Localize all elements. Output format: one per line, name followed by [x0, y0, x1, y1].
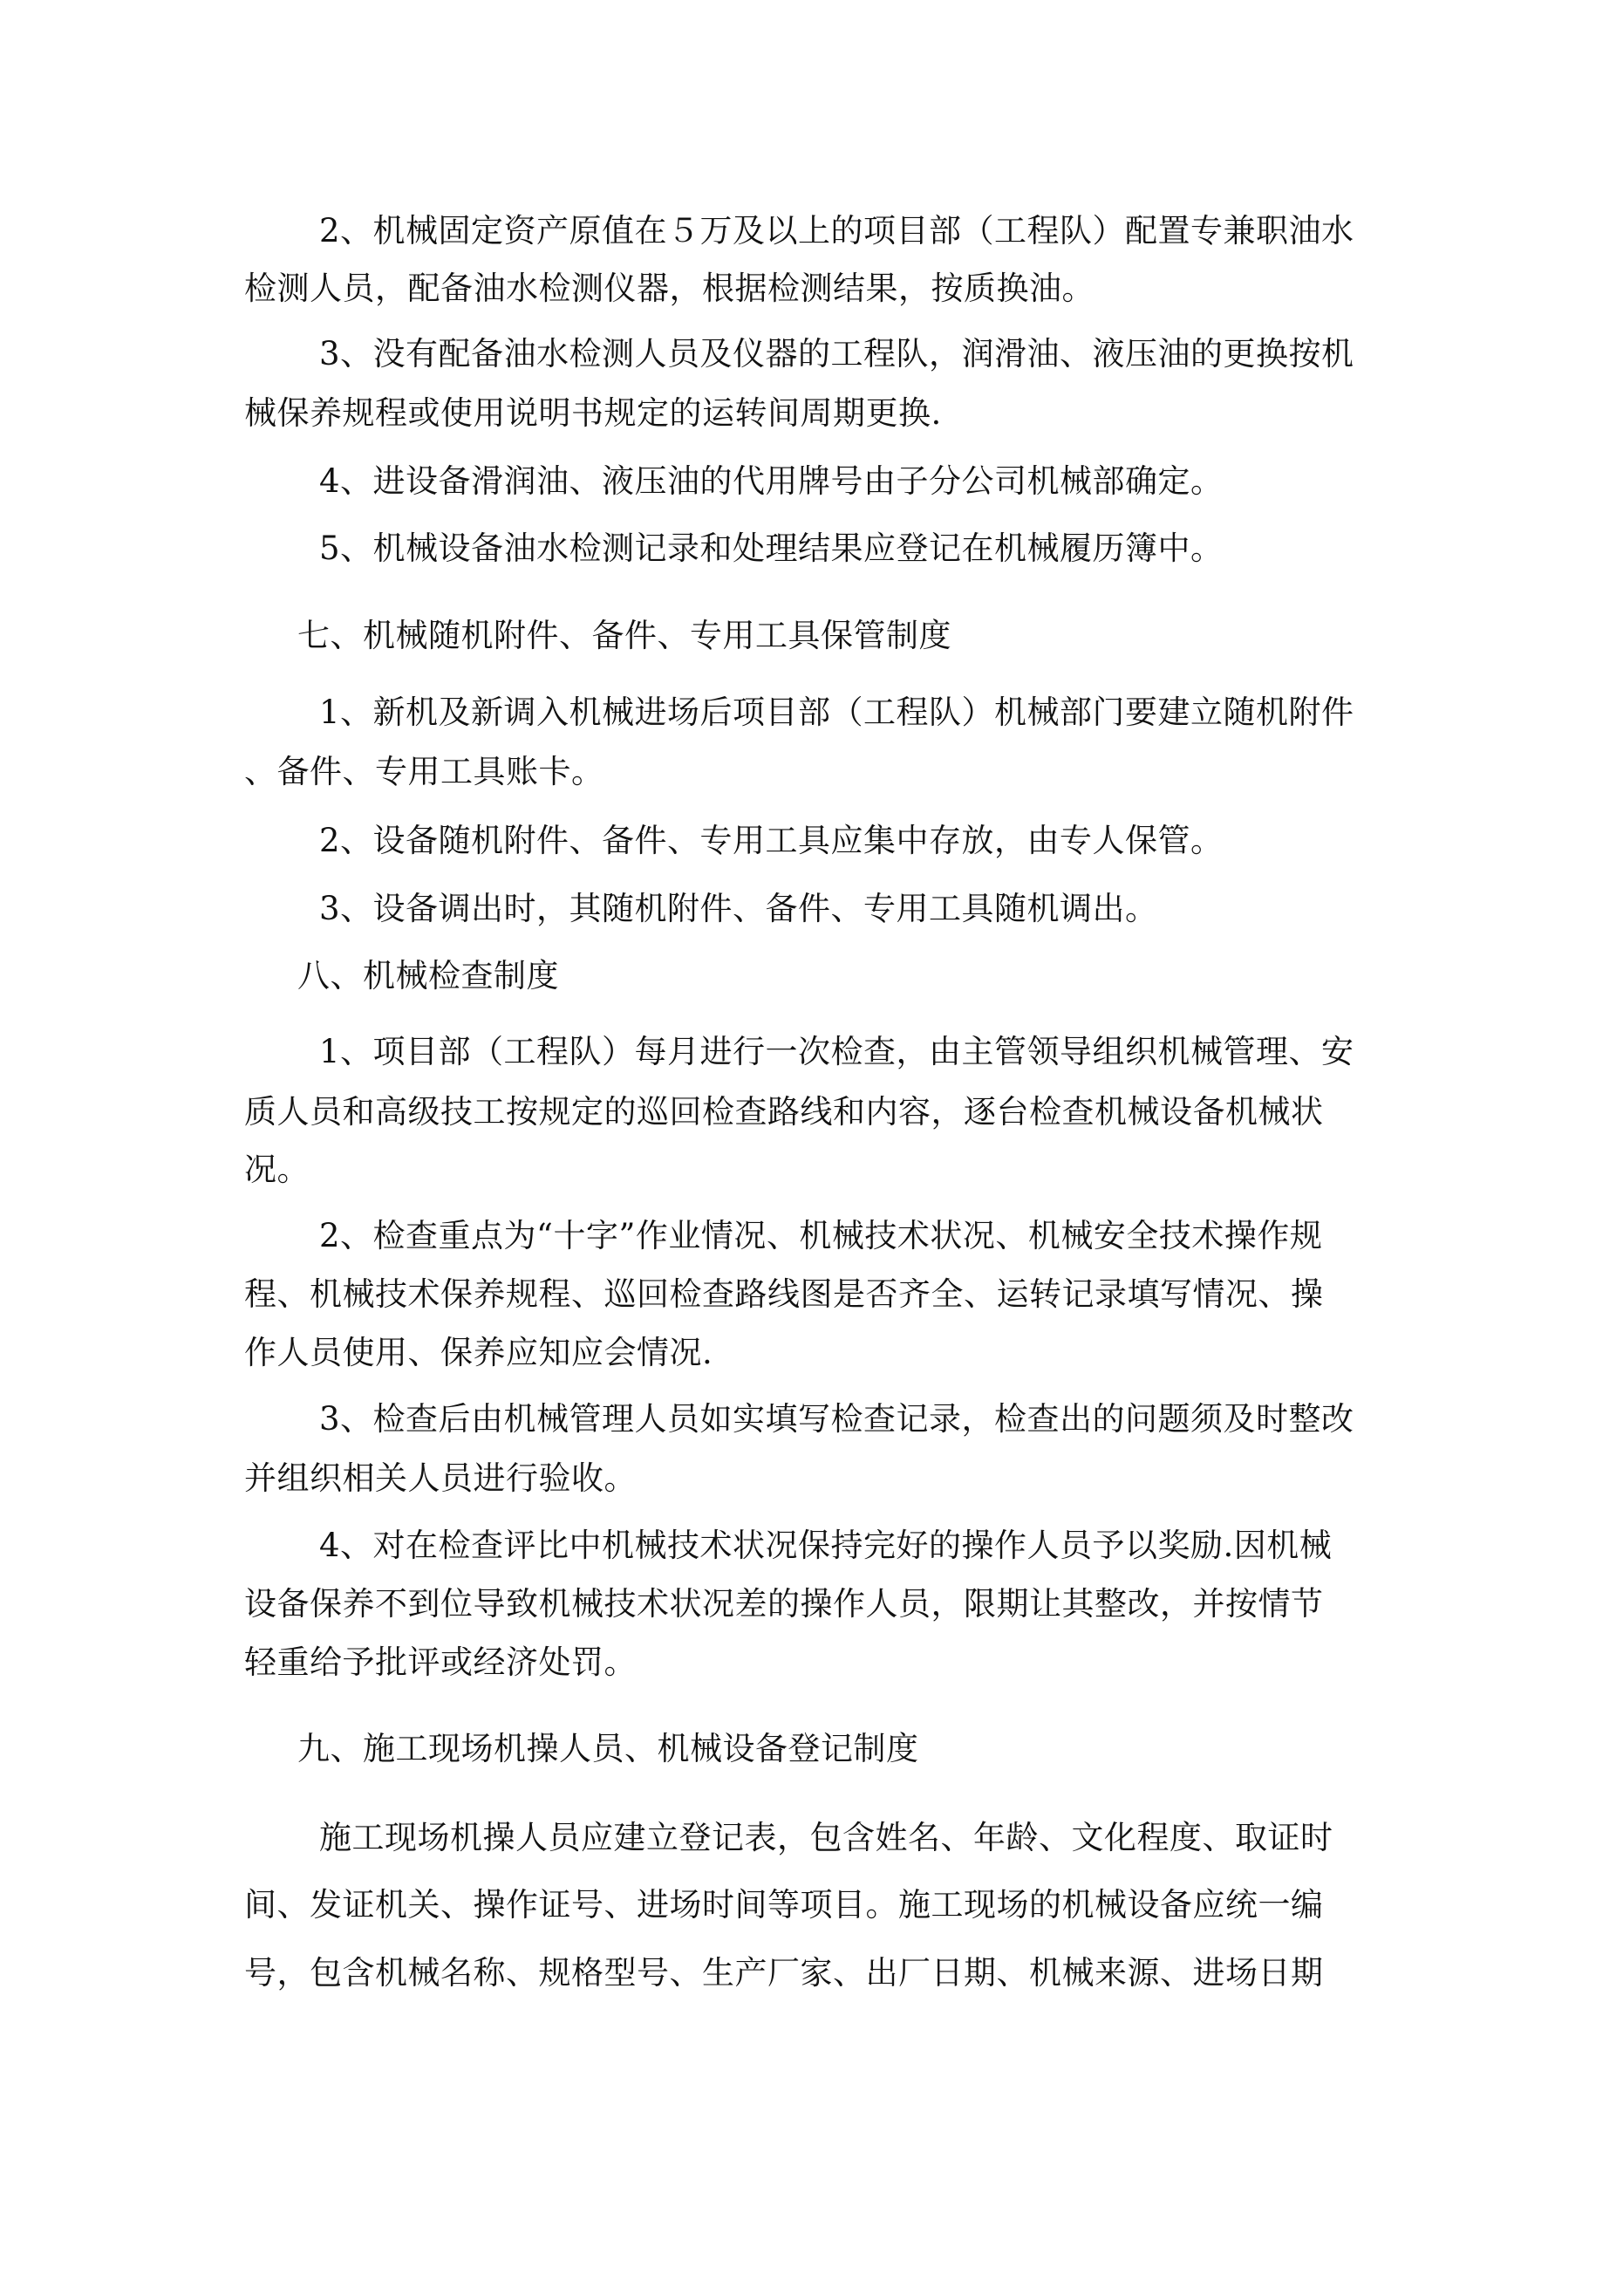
- section-heading: 九、施工现场机操人员、机械设备登记制度: [297, 1730, 919, 1767]
- text-line: 2、机械固定资产原值在５万及以上的项目部（工程队）配置专兼职油水: [319, 212, 1354, 249]
- text-line: 号，包含机械名称、规格型号、生产厂家、出厂日期、机械来源、进场日期: [244, 1954, 1324, 1992]
- text-line: 2、检查重点为“十字”作业情况、机械技术状况、机械安全技术操作规: [319, 1217, 1323, 1254]
- text-line: 质人员和高级技工按规定的巡回检查路线和内容，逐台检查机械设备机械状: [244, 1093, 1324, 1131]
- text-line: 5、机械设备油水检测记录和处理结果应登记在机械履历簿中。: [319, 530, 1224, 567]
- text-line: 程、机械技术保养规程、巡回检查路线图是否齐全、运转记录填写情况、操: [244, 1275, 1324, 1313]
- text-line: 检测人员，配备油水检测仪器，根据检测结果，按质换油。: [244, 270, 1095, 307]
- text-line: 轻重给予批评或经济处罚。: [244, 1643, 637, 1681]
- text-line: 1、项目部（工程队）每月进行一次检查，由主管领导组织机械管理、安: [319, 1033, 1354, 1070]
- text-line: 械保养规程或使用说明书规定的运转间周期更换.: [244, 394, 942, 432]
- text-line: 1、新机及新调入机械进场后项目部（工程队）机械部门要建立随机附件: [319, 694, 1354, 731]
- text-line: 设备保养不到位导致机械技术状况差的操作人员，限期让其整改，并按情节: [244, 1585, 1324, 1623]
- text-line: 施工现场机操人员应建立登记表，包含姓名、年龄、文化程度、取证时: [319, 1819, 1333, 1856]
- text-line: 并组织相关人员进行验收。: [244, 1459, 637, 1497]
- text-line: 3、设备调出时，其随机附件、备件、专用工具随机调出。: [319, 890, 1158, 927]
- text-line: 3、没有配备油水检测人员及仪器的工程队，润滑油、液压油的更换按机: [319, 335, 1354, 372]
- text-line: 作人员使用、保养应知应会情况.: [244, 1334, 713, 1371]
- text-line: 况。: [244, 1151, 310, 1188]
- text-line: 3、检查后由机械管理人员如实填写检查记录，检查出的问题须及时整改: [319, 1400, 1354, 1438]
- text-line: 间、发证机关、操作证号、进场时间等项目。施工现场的机械设备应统一编: [244, 1886, 1324, 1924]
- text-line: 4、对在检查评比中机械技术状况保持完好的操作人员予以奖励.因机械: [319, 1527, 1333, 1564]
- text-line: 4、进设备滑润油、液压油的代用牌号由子分公司机械部确定。: [319, 462, 1224, 500]
- text-line: 2、设备随机附件、备件、专用工具应集中存放，由专人保管。: [319, 822, 1224, 859]
- text-line: 、备件、专用工具账卡。: [244, 753, 604, 790]
- section-heading: 八、机械检查制度: [297, 957, 559, 994]
- section-heading: 七、机械随机附件、备件、专用工具保管制度: [297, 617, 951, 654]
